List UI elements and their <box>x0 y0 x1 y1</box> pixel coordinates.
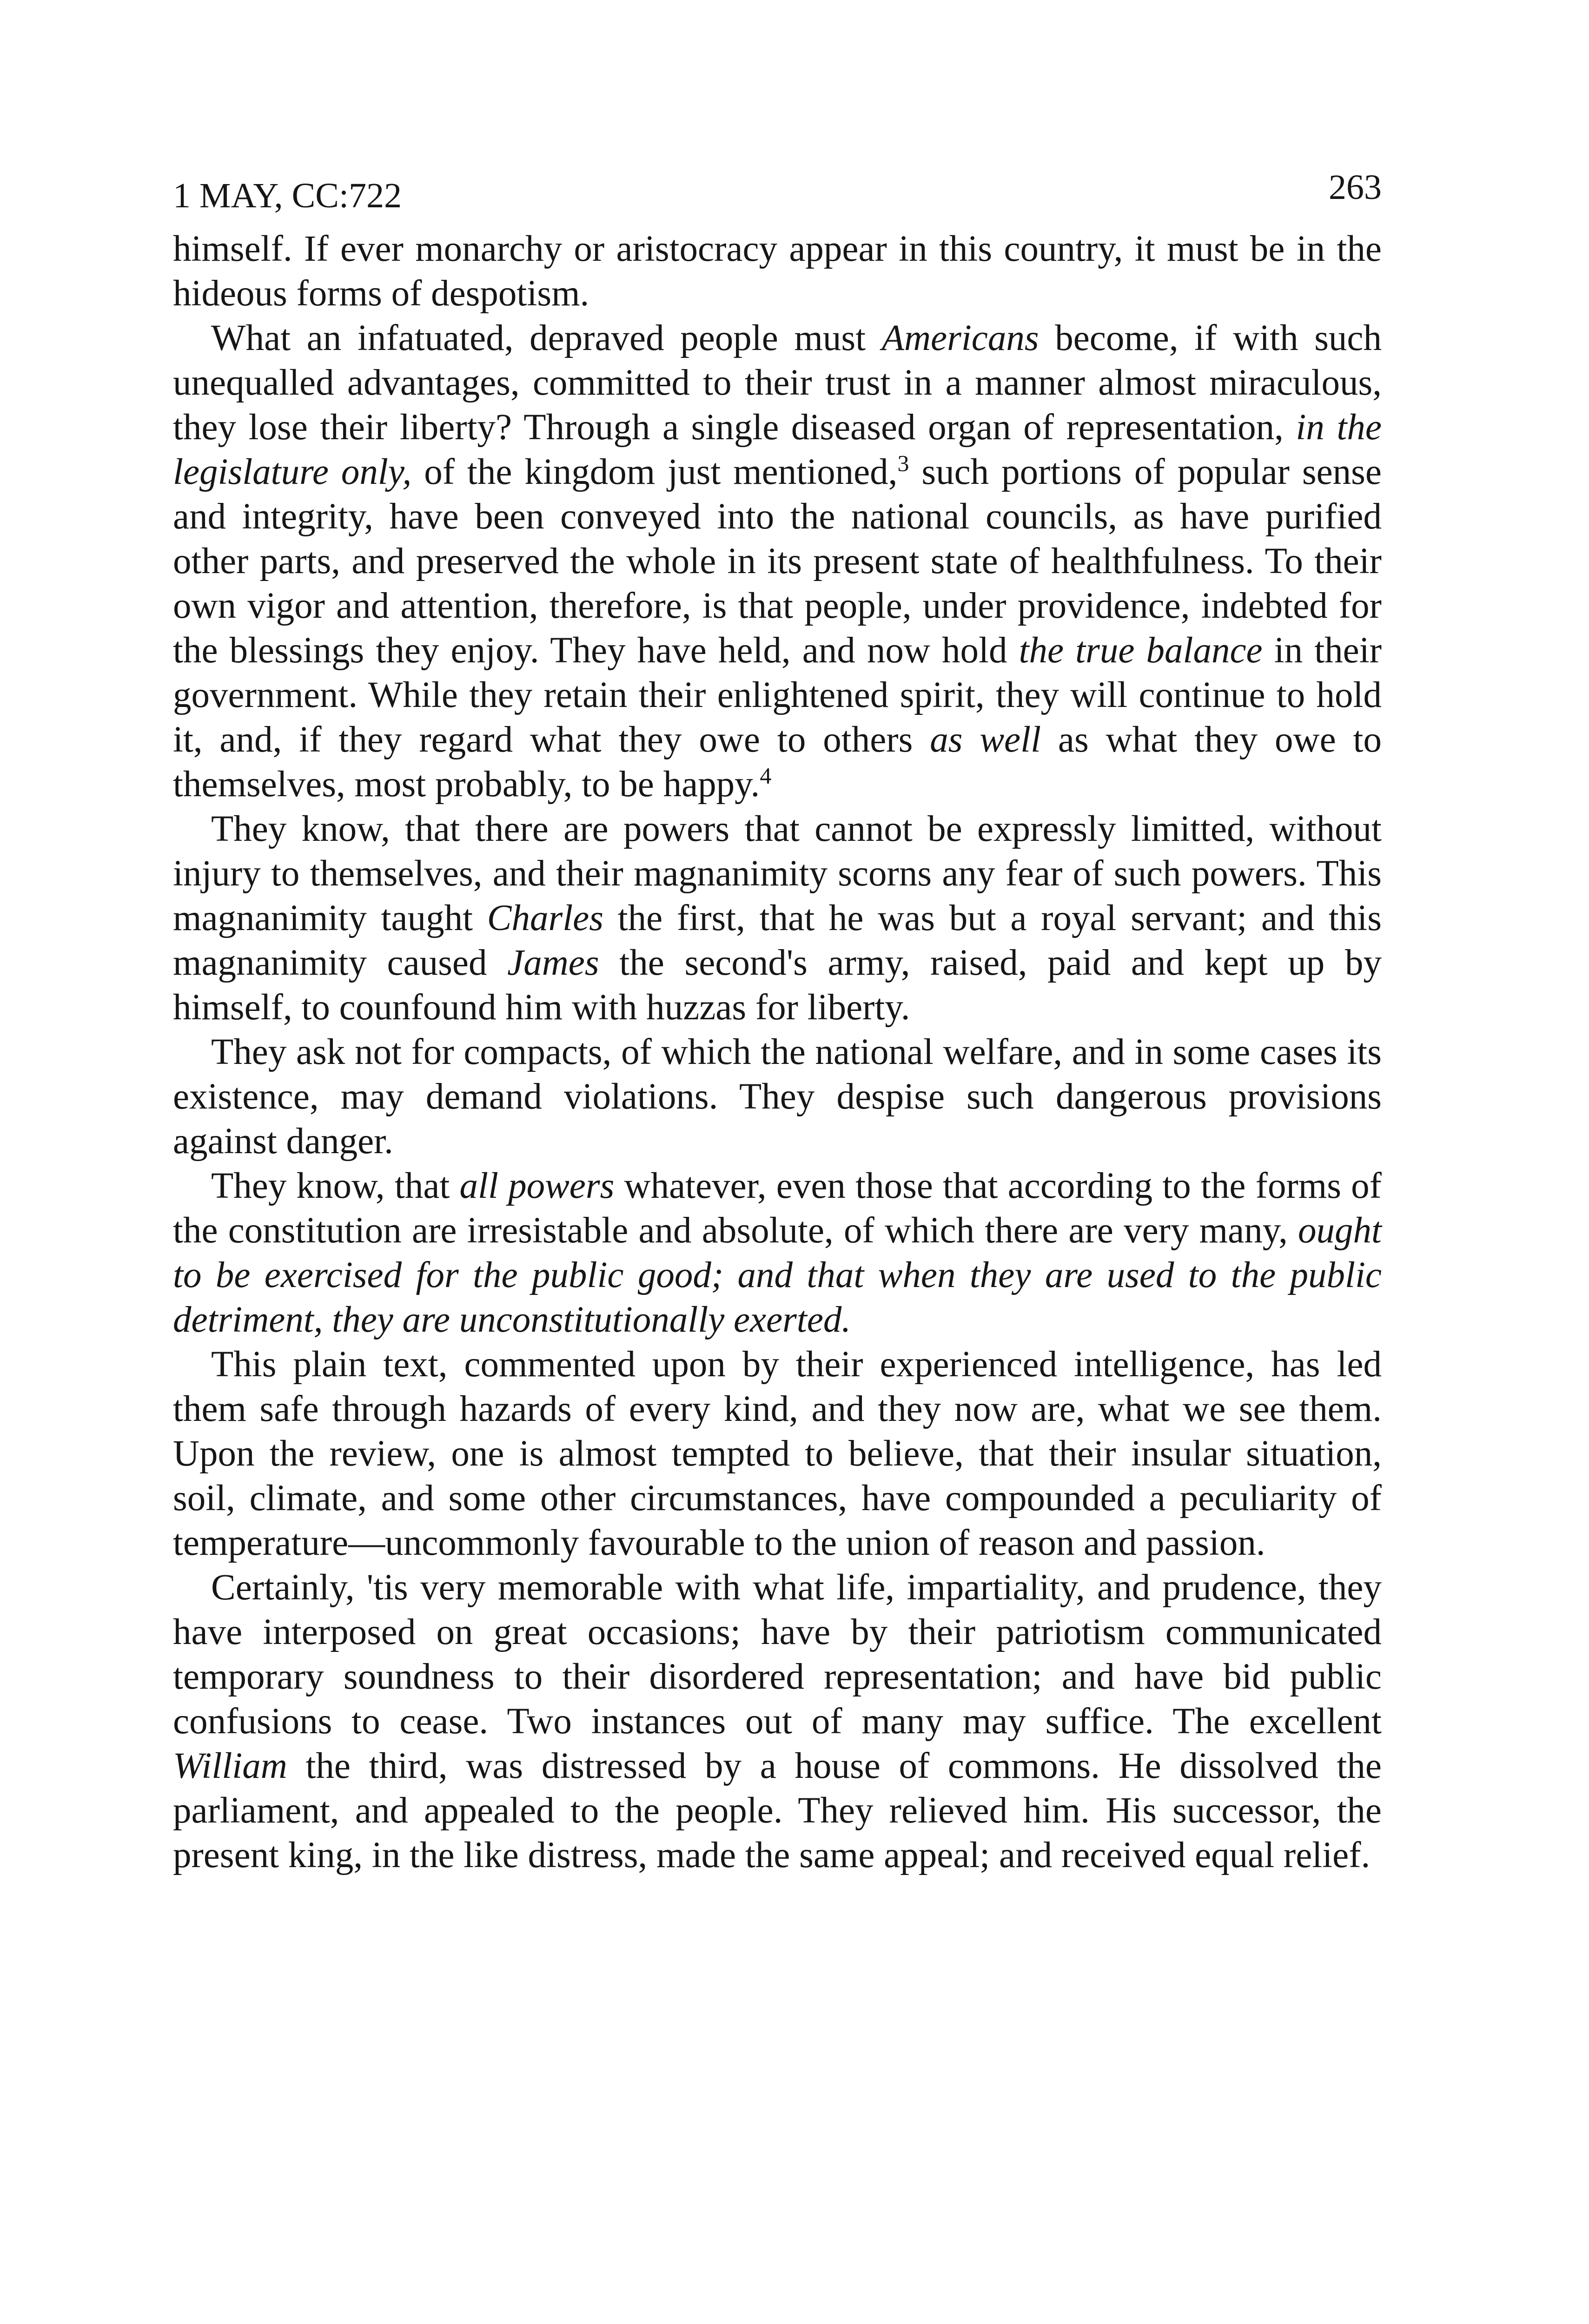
paragraph-6-text: This plain text, commented upon by their experienced intelligence, has led them safe through hazards of every kind, and they now are, what we see them. Upon the review, one is almost tempted to believe, that their insular situation, soil, climate, and some other circumstances, have compounded a peculiarity of temperature—uncommonly favourable to the union of reason and passion. <box>173 1344 1382 1563</box>
page-number: 263 <box>1329 168 1382 207</box>
paragraph-1-text: himself. If ever monarchy or aristocracy appear in this country, it must be in the hideous forms of despotism. <box>173 229 1382 314</box>
paragraph-5-text-a: They know, that <box>211 1166 460 1206</box>
running-head <box>173 167 1382 223</box>
paragraph-2-italic-americans: Americans <box>881 318 1039 358</box>
footnote-ref-4: 4 <box>760 762 772 789</box>
paragraph-2-italic-true-balance: the true balance <box>1019 630 1263 671</box>
paragraph-7-text-c: the third, was distressed by a house of commons. He dissolved the parliament, and appealed to the people. They relieved him. His successor, the present king, in the like distress, made the same appeal; and received equal relief. <box>173 1746 1382 1875</box>
paragraph-3 <box>173 807 1382 1030</box>
body-text <box>173 227 1382 1878</box>
paragraph-3-italic-charles: Charles <box>487 898 603 938</box>
paragraph-5-text-c: whatever, even those that according to the forms of the constitution are irresistable and absolute, of which there are very many, <box>173 1166 1382 1251</box>
running-head-left: 1 MAY, CC:722 <box>173 176 402 215</box>
paragraph-2 <box>173 316 1382 807</box>
paragraph-2-text-e: of the kingdom just mentioned, <box>411 452 898 492</box>
footnote-ref-3: 3 <box>897 450 909 476</box>
document-page <box>173 167 1382 1878</box>
paragraph-3-text-a: They know, that there are powers that cannot be expressly limitted, without injury to themselves, and their magnanimity scorns any fear of such powers. This magnanimity taught <box>173 809 1382 938</box>
paragraph-3-italic-james: James <box>507 943 599 983</box>
paragraph-2-italic-legislature: in the legislature only, <box>173 407 1382 492</box>
paragraph-5 <box>173 1164 1382 1342</box>
paragraph-2-italic-as-well: as well <box>930 720 1041 760</box>
paragraph-3-text-e: the second's army, raised, paid and kept up by himself, to counfound him with huzzas for liberty. <box>173 943 1382 1028</box>
paragraph-5-italic-ought: ought to be exercised for the public good; and that when they are used to the public detriment, they are unconstitutionally exerted. <box>173 1210 1382 1340</box>
paragraph-7-text-a: Certainly, 'tis very memorable with what life, impartiality, and prudence, they have interposed on great occasions; have by their patriotism communicated temporary soundness to their disordered representation; and have bid public confusions to cease. Two instances out of many may suffice. The excellent <box>173 1567 1382 1742</box>
paragraph-3-text-c: the first, that he was but a royal servant; and this magnanimity caused <box>173 898 1382 983</box>
paragraph-2-text-k: as what they owe to themselves, most probably, to be happy. <box>173 720 1382 805</box>
paragraph-4-text: They ask not for compacts, of which the national welfare, and in some cases its existence, may demand violations. They despise such dangerous provisions against danger. <box>173 1032 1382 1162</box>
paragraph-2-text-a: What an infatuated, depraved people must <box>211 318 882 358</box>
paragraph-7 <box>173 1565 1382 1878</box>
paragraph-1 <box>173 227 1382 316</box>
paragraph-6 <box>173 1342 1382 1565</box>
paragraph-4 <box>173 1030 1382 1164</box>
paragraph-2-text-c: become, if with such unequalled advantages, committed to their trust in a manner almost miraculous, they lose their liberty? Through a single diseased organ of representation, <box>173 318 1382 448</box>
paragraph-2-text-g: such portions of popular sense and integrity, have been conveyed into the national councils, as have purified other parts, and preserved the whole in its present state of healthfulness. To their own vigor and attention, therefore, is that people, under providence, indebted for the blessings they enjoy. They have held, and now hold <box>173 452 1382 671</box>
paragraph-5-italic-all-powers: all powers <box>459 1166 615 1206</box>
paragraph-2-text-i: in their government. While they retain their enlightened spirit, they will continue to hold it, and, if they regard what they owe to others <box>173 630 1382 760</box>
paragraph-7-italic-william: William <box>173 1746 287 1786</box>
